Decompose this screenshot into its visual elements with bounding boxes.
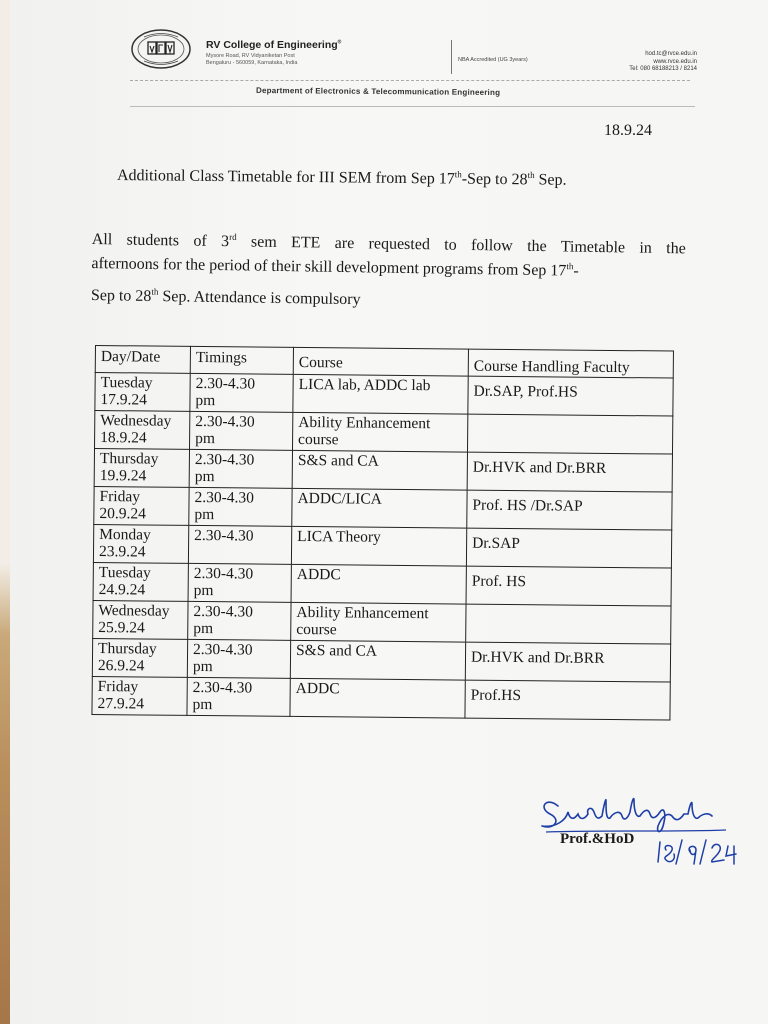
cell-time: 2.30-4.30 — [193, 640, 253, 659]
cell-faculty: Prof. HS — [466, 566, 671, 606]
cell-time: 2.30-4.30 — [195, 374, 256, 393]
table-row — [94, 449, 672, 493]
notice-title: Additional Class Timetable for III SEM from Sep 17th-Sep to 28th Sep. — [116, 167, 567, 189]
cell-faculty: Dr.SAP, Prof.HS — [468, 376, 673, 416]
college-logo-icon — [130, 28, 192, 70]
letterhead-rule-dashed — [130, 80, 690, 81]
table-row — [94, 486, 672, 530]
notice-line-3: Sep to 28th Sep. Attendance is compulsory — [90, 286, 361, 309]
cell-day: Tuesday — [100, 374, 153, 392]
cell-course: S&S and CA — [290, 640, 465, 680]
cell-time: 2.30-4.30 — [194, 450, 255, 469]
table-row — [92, 676, 670, 720]
cell-day-date — [92, 638, 187, 677]
cell-day: Friday — [97, 678, 139, 696]
notice-line-2: afternoons for the period of their skill development programs from Sep 17th- — [91, 254, 579, 280]
cell-course: ADDC — [291, 564, 466, 604]
table-row — [93, 524, 671, 568]
cell-faculty — [467, 414, 672, 454]
cell-time: 2.30-4.30 — [195, 412, 255, 431]
cell-day: Wednesday — [100, 412, 172, 430]
cell-day-date — [93, 524, 188, 563]
cell-date: 20.9.24 — [99, 505, 146, 523]
cell-faculty: Dr.HVK and Dr.BRR — [465, 642, 670, 682]
nba-accreditation: NBA Accredited (UG 3years) — [458, 57, 528, 63]
cell-faculty: Prof. HS /Dr.SAP — [467, 490, 672, 530]
header-timings: Timings — [190, 346, 293, 374]
table-row — [95, 373, 673, 417]
notice-body — [91, 228, 686, 317]
cell-faculty: Dr.HVK and Dr.BRR — [467, 452, 672, 492]
cell-day-date — [93, 600, 188, 639]
cell-day-date — [94, 449, 189, 488]
cell-faculty — [466, 604, 671, 644]
cell-time: 2.30-4.30 — [194, 526, 254, 545]
cell-timings — [187, 677, 290, 716]
cell-time: 2.30-4.30 — [194, 488, 255, 507]
letterhead-rule — [130, 106, 695, 107]
cell-day-date — [94, 486, 189, 525]
cell-day: Monday — [99, 526, 151, 544]
department-name: Department of Electronics & Telecommunication Engineering — [255, 85, 501, 98]
cell-timings — [188, 525, 291, 564]
signatory-designation: Prof.&HoD — [560, 831, 635, 847]
notice-line-1: All students of 3rd sem ETE are requested to follow the Timetable in the — [91, 230, 686, 258]
cell-time: 2.30-4.30 — [192, 678, 253, 697]
cell-time-suffix: pm — [194, 467, 215, 486]
cell-timings — [187, 639, 290, 678]
cell-day-date — [95, 373, 190, 412]
table-row — [93, 562, 671, 606]
cell-faculty: Dr.SAP — [466, 528, 671, 568]
handwritten-date — [654, 836, 744, 866]
cell-date: 17.9.24 — [100, 391, 148, 409]
college-name: RV College of Engineering® — [206, 39, 342, 51]
cell-day-date — [95, 411, 190, 450]
letterhead-divider — [451, 40, 452, 74]
cell-course: ADDC — [290, 678, 465, 718]
cell-faculty: Prof.HS — [465, 680, 670, 720]
cell-date: 27.9.24 — [97, 695, 145, 713]
cell-time: 2.30-4.30 — [193, 564, 254, 583]
cell-date: 26.9.24 — [97, 657, 145, 675]
cell-course: S&S and CA — [292, 450, 467, 490]
cell-timings — [188, 601, 291, 640]
college-address: Mysore Road, RV Vidyaniketan Post Bengaluru - 560059, Karnataka, India — [206, 53, 298, 66]
cell-timings — [189, 449, 292, 488]
cell-day-date — [93, 562, 188, 601]
header-course: Course — [293, 347, 468, 376]
cell-timings — [189, 487, 292, 526]
cell-date: 18.9.24 — [100, 429, 147, 447]
table-row — [92, 638, 670, 682]
cell-time-suffix: pm — [193, 581, 214, 600]
cell-timings — [190, 373, 293, 412]
cell-day: Friday — [99, 488, 141, 506]
header-faculty: Course Handling Faculty — [468, 349, 673, 378]
cell-course: LICA Theory — [291, 526, 466, 566]
cell-day-date — [92, 676, 187, 715]
cell-day: Thursday — [98, 640, 157, 658]
header-day-date: Day/Date — [95, 346, 190, 374]
table-row — [93, 600, 671, 644]
cell-time-suffix: pm — [192, 695, 213, 714]
notice-date: 18.9.24 — [604, 122, 652, 139]
cell-time-suffix: pm — [195, 391, 216, 410]
cell-course: ADDC/LICA — [292, 488, 467, 528]
timetable — [91, 345, 674, 721]
cell-date: 23.9.24 — [98, 543, 146, 561]
cell-date: 24.9.24 — [98, 581, 146, 599]
cell-time-suffix: pm — [193, 619, 214, 638]
contact-block: hod.tc@rvce.edu.in www.rvce.edu.in Tel: 080 68188213 / 8214 — [629, 51, 697, 72]
cell-timings — [190, 411, 293, 450]
cell-time-suffix: pm — [192, 657, 213, 676]
cell-day: Tuesday — [98, 564, 151, 582]
cell-date: 25.9.24 — [98, 619, 145, 637]
cell-timings — [188, 563, 291, 602]
cell-course: Ability Enhancement course — [292, 412, 467, 452]
cell-course: LICA lab, ADDC lab — [293, 374, 468, 414]
cell-date: 19.9.24 — [99, 467, 147, 485]
cell-course: Ability Enhancement course — [291, 602, 466, 642]
table-row — [95, 411, 673, 455]
timetable-table — [91, 345, 674, 721]
cell-time-suffix: pm — [195, 429, 216, 448]
cell-time: 2.30-4.30 — [193, 602, 253, 621]
cell-day: Wednesday — [98, 602, 170, 620]
cell-time-suffix: pm — [194, 505, 215, 524]
cell-day: Thursday — [99, 450, 159, 468]
